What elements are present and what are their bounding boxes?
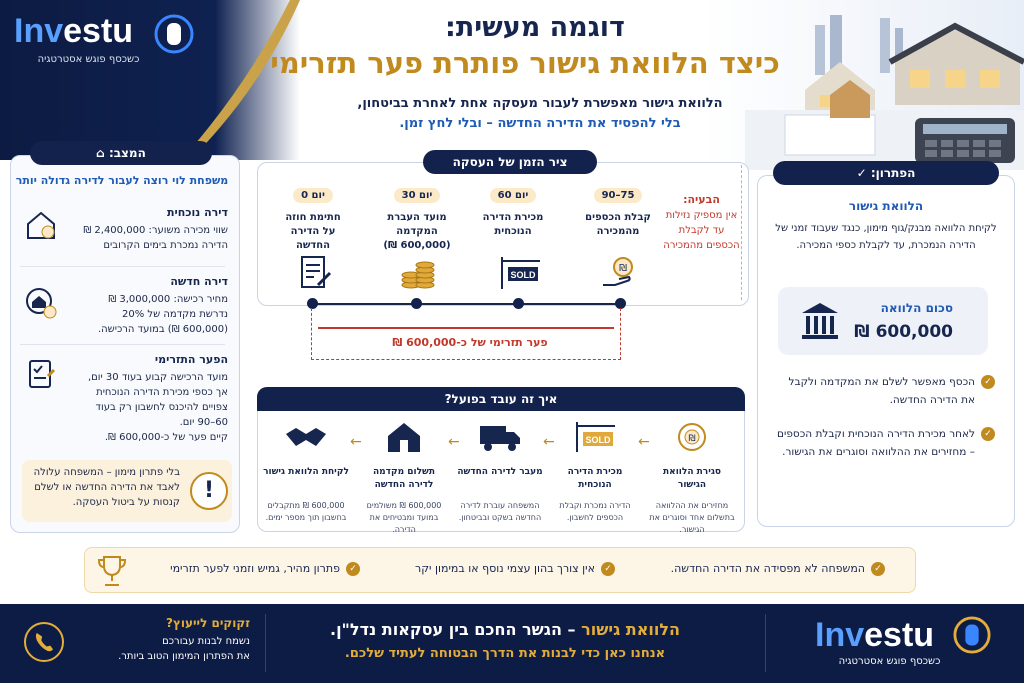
lead-line-2: בלי להפסיד את הדירה החדשה – ובלי לחץ זמן.	[399, 116, 681, 131]
how-step-pay-deposit: תשלום מקדמה לדירה החדשה 600,000 ₪ משולמים במועד ומבטיחים את הדירה.	[360, 420, 448, 536]
gap-arrow	[318, 327, 614, 329]
benefit-item: ✓המשפחה לא מפסידה את הדירה החדשה.	[671, 562, 885, 576]
how-step-move: מעבר לדירה החדשה המשפחה עוברת לדירה החדשה בשקט ובביטחון.	[456, 420, 544, 524]
divider	[20, 344, 225, 345]
benefit-item: ✓אין צורך בהון עצמי נוסף או במימון יקר	[415, 562, 615, 576]
how-step-sell: SOLD מכירת הדירה הנוכחית הדירה נמכרת וקבלת הכספים לחשבון.	[551, 420, 639, 524]
check-icon: ✓	[981, 375, 995, 389]
shield-logo-icon	[154, 14, 194, 54]
check-icon: ✓	[601, 562, 615, 576]
solution-bullet: ✓ לאחר מכירת הדירה הנוכחית וקבלת הכספים – מחזירים את ההלוואה וסוגרים את הגישור.	[775, 425, 995, 461]
consult-text: נשמח לבנות עבורכם את הפתרון המימון הטוב ביותר.	[118, 636, 250, 662]
how-it-works-header: איך זה עובד בפועל?	[257, 387, 745, 411]
bank-icon	[798, 299, 842, 343]
hand-coin-icon	[601, 255, 641, 291]
timeline-problem: הבעיה: אין מספיק נזילות עד לקבלת הכספים מהמכירה	[662, 165, 742, 300]
houses-illustration	[745, 0, 1024, 170]
timeline-step-day30: יום 30 מועד העברת המקדמה (600,000 ₪)	[383, 190, 451, 251]
check-icon: ✓	[346, 562, 360, 576]
solution-title: הלוואת גישור	[848, 199, 924, 213]
situation-new-apartment: דירה חדשה מחיר רכישה: 3,000,000 ₪ נדרשת מקדמה של 20% (600,000 ₪) במועד הרכישה.	[97, 275, 228, 335]
divider	[20, 266, 225, 267]
situation-label-pill: המצב: ⌂	[30, 141, 212, 165]
cycle-coin-icon	[670, 420, 714, 454]
gold-swoosh-decoration	[190, 0, 300, 160]
handshake-icon	[284, 420, 328, 454]
truck-icon	[478, 420, 522, 454]
svg-text:₪: ₪	[688, 434, 696, 444]
situation-cash-gap: הפער התזרימי מועד הרכישה קבוע בעוד 30 יום, אך כספי מכירת הדירה הנוכחית צפויים להיכנס לחשבון רק בעוד 60–90 יום. קיים פער של כ-600,000 ₪.	[87, 353, 228, 443]
arrow-icon: ←	[350, 434, 362, 450]
page-subtitle: כיצד הלוואת גישור פותרת פער תזרימי	[270, 46, 780, 80]
phone-icon[interactable]	[24, 622, 64, 662]
svg-text:SOLD: SOLD	[510, 270, 536, 280]
gap-text: פער תזרימי של כ-600,000 ₪	[392, 336, 548, 349]
brand-tagline: כשכסף פוגש אסטרטגיה	[37, 54, 140, 65]
timeline-step-day60: יום 60 מכירת הדירה הנוכחית	[482, 190, 544, 237]
arrow-icon: ←	[638, 434, 650, 450]
footer-slogan: הלוואת גישור – הגשר החכם בין עסקאות נדל"ן.	[329, 620, 681, 639]
warning-box	[22, 460, 232, 522]
gap-bracket	[311, 308, 621, 360]
loan-amount-label: סכום הלוואה	[880, 301, 953, 315]
shield-logo-icon	[953, 616, 991, 654]
warning-text: בלי פתרון מימון – המשפחה עלולה לאבד את הדירה החדשה או לשלם קנסות על ביטול העסקה.	[33, 467, 180, 508]
brand-logo[interactable]: Investu כשכסף פוגש אסטרטגיה	[14, 12, 204, 72]
footer-tagline: אנחנו כאן כדי לבנות את הדרך הבטוחה לעתיד שלכם.	[344, 646, 666, 661]
solution-description: לקיחת הלוואה מבנק/גוף מימון, כנגד שעבוד זמני של הדירה הנמכרת, עד לקבלת כספי המכירה.	[775, 223, 997, 251]
loan-amount-box	[778, 287, 988, 355]
exclamation-icon: !	[190, 472, 228, 510]
sold-sign-icon	[573, 420, 617, 454]
divider	[265, 614, 266, 672]
svg-text:SOLD: SOLD	[585, 435, 611, 445]
lead-line-1: הלוואת גישור מאפשרת לעבור מעסקה אחת לאחרת בביטחון,	[357, 96, 723, 111]
timeline-label-pill: ציר הזמן של העסקה	[423, 150, 597, 174]
check-icon: ✓	[981, 427, 995, 441]
how-step-take-loan: לקיחת הלוואת גישור 600,000 ₪ מתקבלים בחשבון תוך מספר ימים.	[262, 420, 350, 524]
situation-current-apartment: דירה נוכחית שווי מכירה משוער: 2,400,000 ₪ הדירה נמכרת בימים הקרובים	[83, 206, 228, 251]
contract-signing-icon	[294, 255, 334, 291]
consult-title: זקוקים לייעוץ?	[166, 616, 250, 630]
page-title: דוגמה מעשית:	[445, 12, 625, 43]
brand-logo-footer[interactable]: Investu כשכסף פוגש אסטרטגיה	[815, 612, 995, 672]
solution-bullet: ✓ הכסף מאפשר לשלם את המקדמה ולקבל את הדירה החדשה.	[775, 373, 995, 409]
divider	[765, 614, 766, 672]
timeline-step-day75-90: 75–90 קבלת הכספים מהמכירה	[585, 190, 651, 237]
timeline-axis	[309, 303, 621, 305]
brand-tagline: כשכסף פוגש אסטרטגיה	[838, 656, 941, 667]
timeline-step-day0: יום 0 חתימת חוזה על הדירה החדשה	[285, 190, 341, 251]
coins-icon	[398, 255, 438, 291]
house-icon	[382, 420, 426, 454]
solution-label-pill: הפתרון: ✓	[773, 161, 999, 185]
situation-headline: משפחת לוי רוצה לעבור לדירה גדולה יותר	[15, 174, 229, 187]
how-step-close-loan: ₪ סגירת הלוואת הגישור מחזירים את ההלוואה בתשלום אחד וסוגרים את הגישור.	[648, 420, 736, 536]
benefits-bar	[84, 547, 916, 593]
svg-text:₪: ₪	[619, 263, 627, 274]
trophy-icon	[95, 554, 129, 588]
benefit-item: ✓פתרון מהיר, גמיש וזמני לפער תזרימי	[170, 562, 360, 576]
check-icon: ✓	[871, 562, 885, 576]
arrow-icon: ←	[543, 434, 555, 450]
loan-amount-value: 600,000 ₪	[854, 322, 953, 342]
arrow-icon: ←	[448, 434, 460, 450]
sold-sign-icon	[496, 255, 544, 291]
